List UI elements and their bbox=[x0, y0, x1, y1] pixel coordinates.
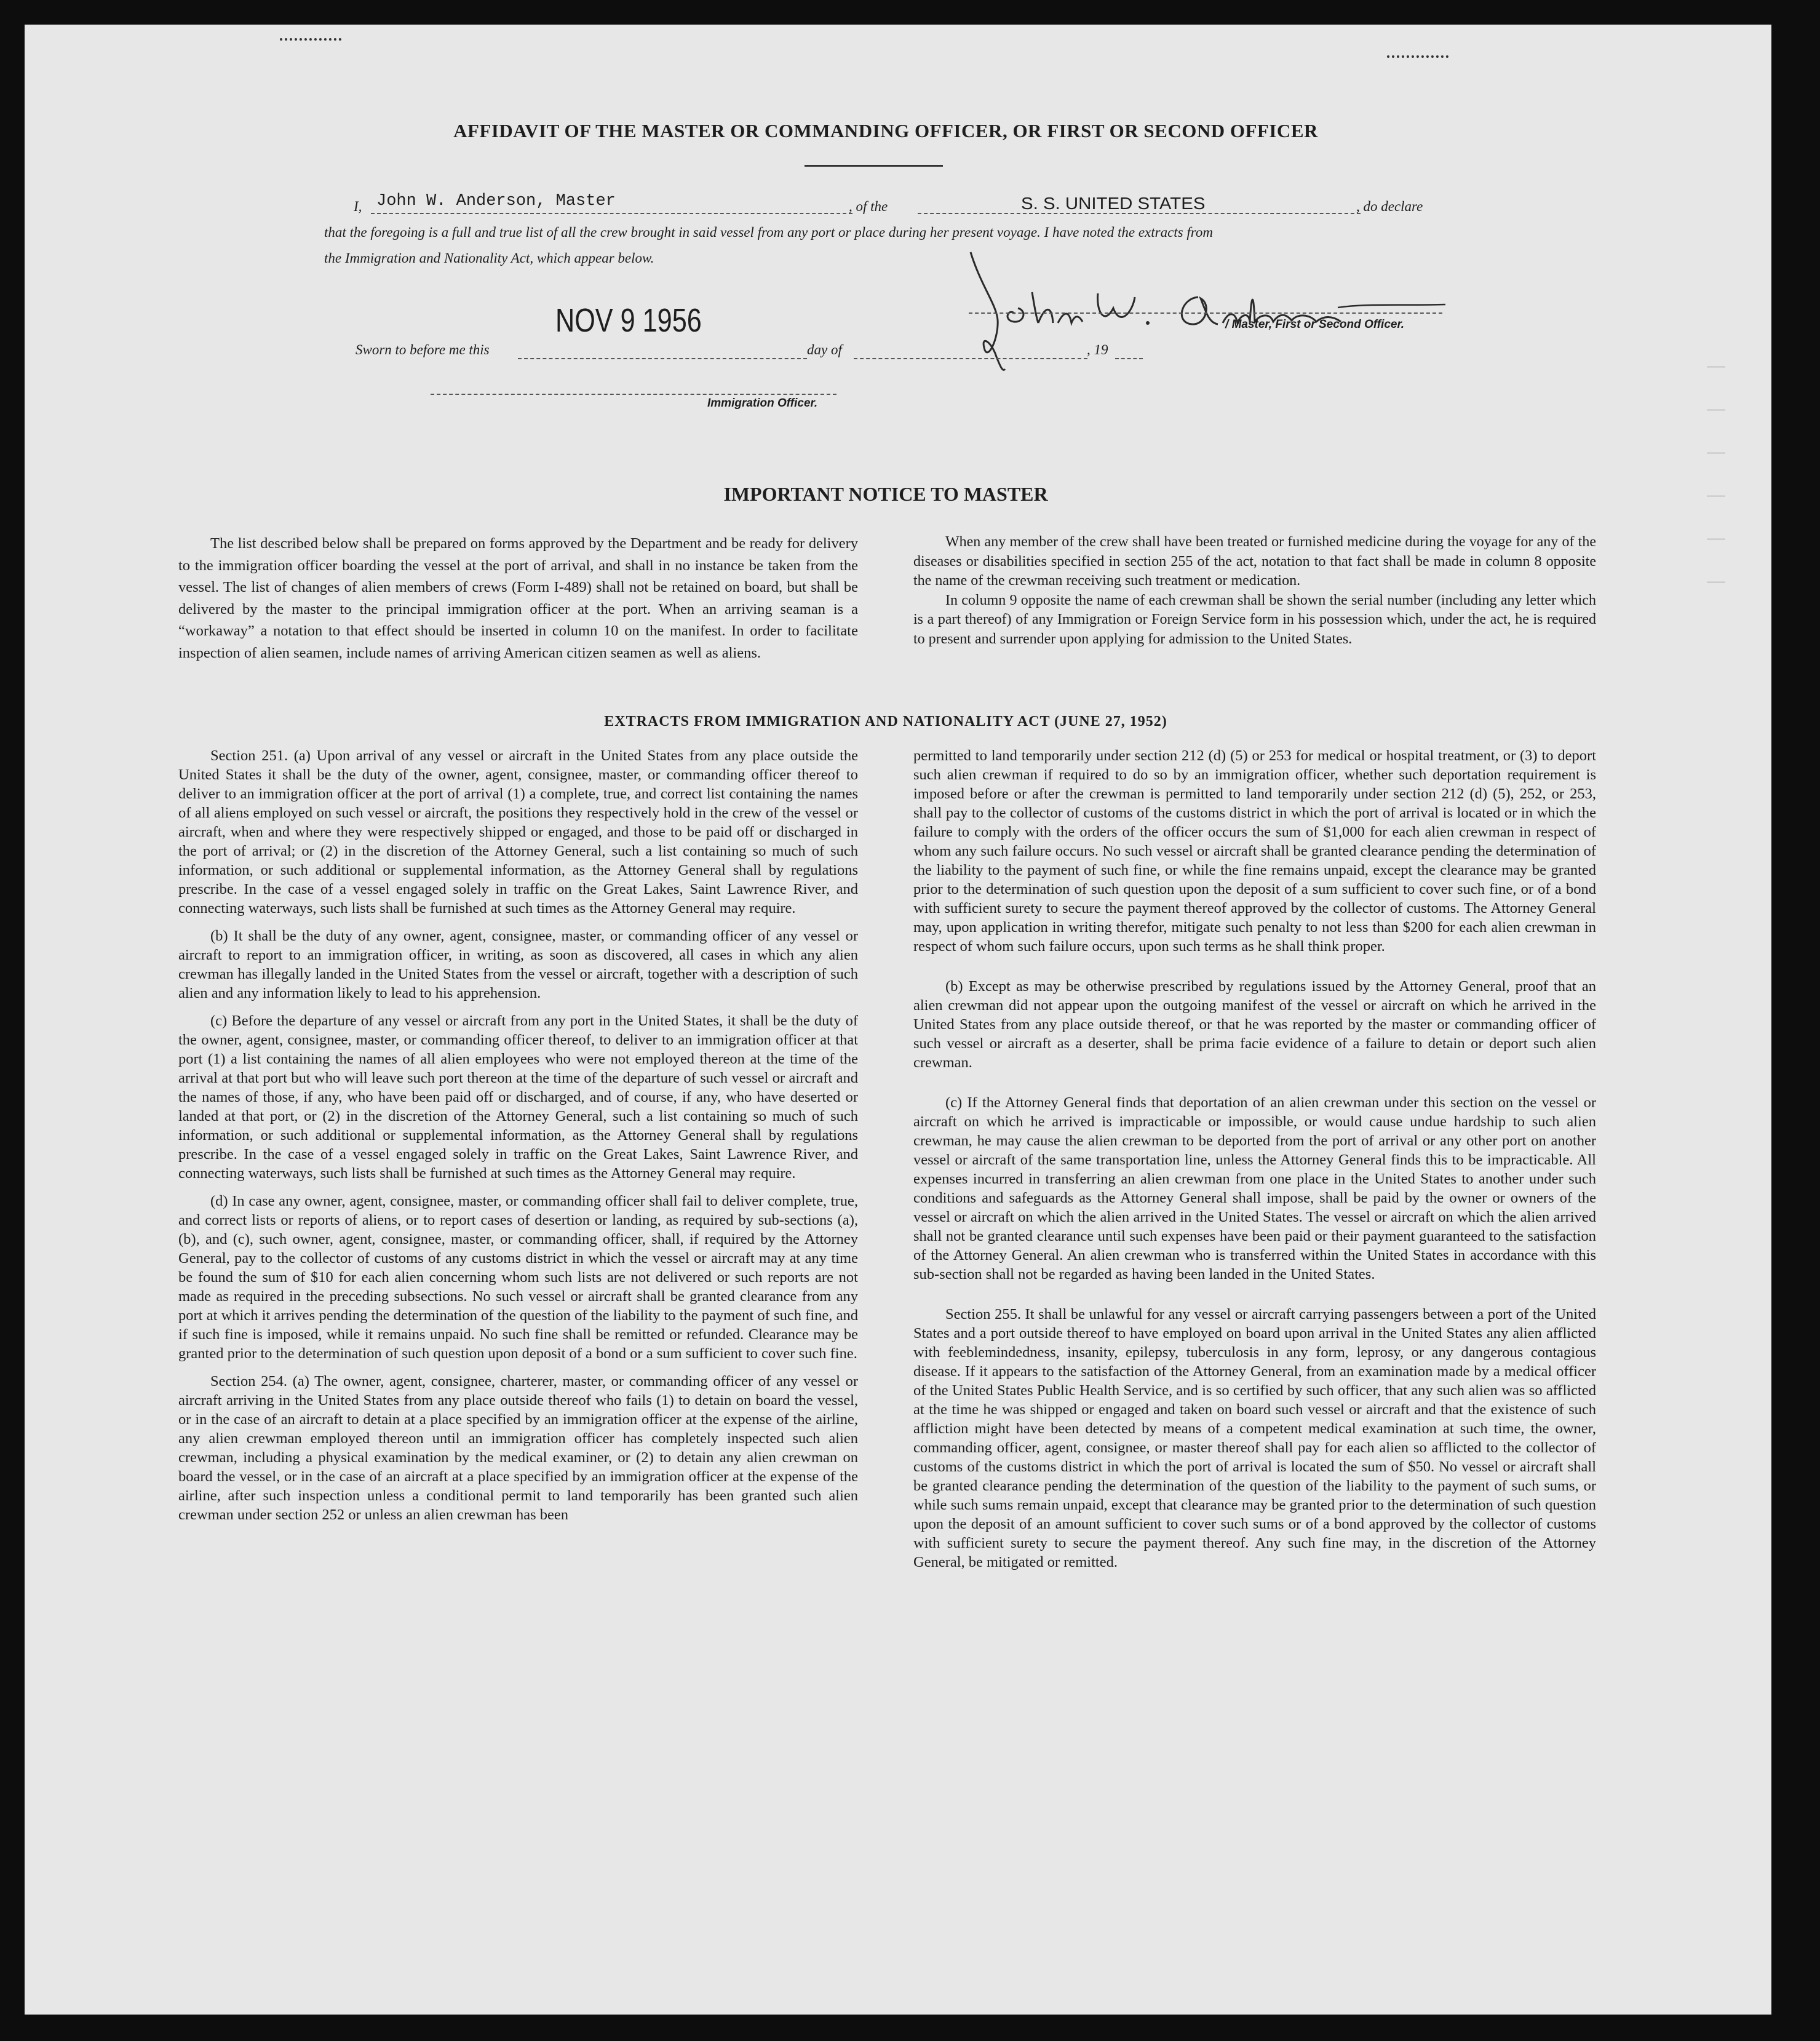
section-251-b: (b) It shall be the duty of any owner, agent, consignee, master, or commanding officer of any vessel or aircraft to report to an immigration officer, in writing, as soon as discovered, all cases in which any alien crewman has illegally landed in the United States from the vessel or aircraft, together with a description of such alien and any information likely to lead to his apprehension. bbox=[178, 928, 858, 1001]
section-254-a-continued: permitted to land temporarily under section 212 (d) (5) or 253 for medical or hospital treatment, or (3) to deport such alien crewman if required to do so by an immigration officer, whether such deportation requirement is imposed before or after the crewman is permitted to land temporarily under section 212 (d) (5), 252, or 253, shall pay to the collector of customs of the customs district in which the port of arrival is located or in which the failure to comply with the orders of the officer occurs the sum of $1,000 for each alien crewman in respect of whom any such failure occurs. No such vessel or aircraft shall be granted clearance pending the determination of the liability to the payment of such fine, or while the fine remains unpaid, except the clearance may be granted prior to the determination of such question upon the deposit of a sum sufficient to cover such fine, or of a bond with sufficient surety to secure the payment thereof approved by the collector of customs. The Attorney General may, upon application in writing therefor, mitigate such penalty to not less than $200 for each alien crewman in respect of whom such failure occurs, upon such terms as he shall think proper. bbox=[913, 747, 1596, 955]
declaration-prefix: I, bbox=[354, 199, 362, 214]
signature-caption: / Master, First or Second Officer. bbox=[1225, 318, 1405, 331]
officer-signature-line bbox=[431, 380, 836, 395]
sworn-label: Sworn to before me this bbox=[356, 342, 490, 357]
affidavit-title: AFFIDAVIT OF THE MASTER OR COMMANDING OFFICER, OR FIRST OR SECOND OFFICER bbox=[453, 120, 1318, 141]
declaration-line-3: the Immigration and Nationality Act, which appear below. bbox=[324, 250, 654, 266]
section-254-a: Section 254. (a) The owner, agent, consignee, charterer, master, or commanding officer of any vessel or aircraft arriving in the United States from any place outside thereof who fails (1) to detain on board the vessel, or in the case of an aircraft to detain at a place specified by an immigration officer at the expense of the airline, any alien crewman employed thereon until an immigration officer has completely inspected such alien crewman, including a physical examination by the medical examiner, or (2) to detain any alien crewman on board the vessel, or in the case of an aircraft at a place specified by an immigration officer at the expense of the airline, after such inspection unless a conditional permit to land temporarily has been granted such alien crewman under section 252 or unless an alien crewman has been bbox=[178, 1373, 858, 1523]
declaration-line-2: that the foregoing is a full and true list of all the crew brought in said vessel from any port or place during her present voyage. I have noted the extracts from bbox=[324, 225, 1213, 240]
extracts-right-column bbox=[913, 746, 1596, 1572]
sworn-month-line bbox=[854, 344, 1087, 359]
vessel-name: S. S. UNITED STATES bbox=[1021, 194, 1206, 213]
section-255: Section 255. It shall be unlawful for any vessel or aircraft carrying passengers between a port of the United States and a port outside thereof to have employed on board upon arrival in the United States any alien afflicted with feeblemindedness, insanity, epilepsy, tuberculosis in any form, leprosy, or any dangerous contagious disease. If it appears to the satisfaction of the Attorney General, from an examination made by a medical officer of the United States Public Health Service, and is so certified by such officer, that any such alien was so afflicted at the time he was shipped or engaged and taken on board such vessel or aircraft and that the existence of such affliction might have been detected by means of a competent medical examination at such time, the owner, commanding officer, agent, consignee, or master thereof shall pay for each alien so afflicted to the collector of customs of the customs district in which the port of arrival is located the sum of $50. No vessel or aircraft shall be granted clearance pending the determination of the question of the liability to the payment of such sums, or while such sums remain unpaid, except that clearance may be granted prior to the determination of such question upon the deposit of an amount sufficient to cover such sums or of a bond approved by the collector of customs with sufficient surety to secure the payment thereof. Any such fine may, in the discretion of the Attorney General, be mitigated or remitted. bbox=[913, 1306, 1596, 1570]
bleed-through-marks: — — — — — — bbox=[1707, 356, 1725, 591]
title-rule bbox=[805, 165, 943, 167]
day-of-label: day of bbox=[807, 342, 842, 357]
extracts-left-column bbox=[178, 746, 858, 1524]
of-the-label: , of the bbox=[849, 199, 888, 214]
section-251-c: (c) Before the departure of any vessel or aircraft from any port in the United States, it shall be the duty of the owner, agent, consignee, master, or commanding officer thereof, to deliver to an immigration officer at that port (1) a list containing the names of all alien employees who were not employed thereon at the time of the arrival at that port but who will leave such port thereon at the time of the departure of such vessel or aircraft and the names of those, if any, who have been paid off or discharged, and of course, if any, who have deserted or landed at that port, or (2) in the discretion of the Attorney General, such a list containing so much of such information, or such additional or supplemental information, as the Attorney General shall by regulations prescribe. In the case of a vessel engaged solely in traffic on the Great Lakes, Saint Lawrence River, and connecting waterways, such lists shall be furnished at such times as the Attorney General may require. bbox=[178, 1013, 858, 1182]
notice-left-column bbox=[178, 533, 858, 664]
section-251-a: Section 251. (a) Upon arrival of any vessel or aircraft in the United States from any place outside the United States it shall be the duty of the owner, agent, consignee, master, or commanding officer thereof to deliver to an immigration officer at the port of arrival (1) a complete, true, and correct list containing the names of all aliens employed on such vessel or aircraft, the positions they respectively hold in the crew of the vessel or aircraft, when and where they were respectively shipped or engaged, and those to be paid off or discharged in the port of arrival; or (2) in the discretion of the Attorney General, such a list containing so much of such information, or such additional or supplemental information, as the Attorney General shall by regulations prescribe. In the case of a vessel engaged solely in traffic on the Great Lakes, Saint Lawrence River, and connecting waterways, such lists shall be furnished at such times as the Attorney General may require. bbox=[178, 747, 858, 917]
corner-marks bbox=[1387, 55, 1448, 60]
do-declare-label: , do declare bbox=[1356, 199, 1423, 214]
notice-right-column bbox=[913, 533, 1596, 649]
extracts-title: EXTRACTS FROM IMMIGRATION AND NATIONALITY ACT (JUNE 27, 1952) bbox=[604, 714, 1167, 730]
notice-left-paragraph: The list described below shall be prepared on forms approved by the Department and be ready for delivery to the immigration officer boarding the vessel at the port of arrival, and shall in no instance be taken from the vessel. The list of changes of alien members of crews (Form I-489) shall not be retained on board, but shall be delivered by the master to the principal immigration officer at the port. When an arriving seaman is a “workaway” a notation to that effect should be inserted in column 10 on the manifest. In order to facilitate inspection of alien seamen, include names of arriving American citizen seamen as well as aliens. bbox=[178, 535, 858, 661]
signature-line bbox=[969, 300, 1442, 314]
master-name: John W. Anderson, Master bbox=[376, 192, 616, 210]
notice-right-paragraph: In column 9 opposite the name of each crewman shall be shown the serial number (including any letter which is a part thereof) of any Immigration or Foreign Service form in his possession which, under the act, he is required to present and surrender upon applying for admission to the United States. bbox=[913, 592, 1596, 647]
year-label: , 19 bbox=[1087, 342, 1108, 357]
date-stamp: NOV 9 1956 bbox=[555, 302, 702, 339]
corner-marks bbox=[280, 38, 341, 43]
officer-caption: Immigration Officer. bbox=[707, 397, 818, 410]
section-251-d: (d) In case any owner, agent, consignee, master, or commanding officer shall fail to deliver complete, true, and correct lists or reports of aliens, or to report cases of desertion or landing, as required by sub-sections (a), (b), and (c), such owner, agent, consignee, master, or commanding officer, shall, if required by the Attorney General, pay to the collector of customs of any customs district in which the vessel or aircraft may at any time be found the sum of $10 for each alien concerning whom such lists are not delivered or such reports are not made as required in the preceding subsections. No such vessel or aircraft shall be granted clearance from any port at which it arrives pending the determination of the question of the liability to the payment of such fine, and if such fine is imposed, while it remains unpaid. No such fine shall be remitted or refunded. Clearance may be granted prior to the determination of such question upon deposit of a bond or a sum sufficient to cover such fine. bbox=[178, 1193, 858, 1362]
section-254-b: (b) Except as may be otherwise prescribed by regulations issued by the Attorney General, proof that an alien crewman did not appear upon the outgoing manifest of the vessel or aircraft on which he arrived in the United States from any place outside thereof, or that he was reported by the master or commanding officer of such vessel or aircraft as a deserter, shall be prima facie evidence of a failure to detain or deport such alien crewman. bbox=[913, 978, 1596, 1071]
section-254-c: (c) If the Attorney General finds that deportation of an alien crewman under this section on the vessel or aircraft on which he arrived is impracticable or impossible, or would cause undue hardship to such alien crewman, he may cause the alien crewman to be deported from the port of arrival or any other port on another vessel or aircraft of the same transportation line, unless the Attorney General finds this to be impracticable. All expenses incurred in transferring an alien crewman from one place in the United States to another under such conditions and safeguards as the Attorney General shall impose, shall be paid by the owner or owners of the vessel or aircraft on which the alien arrived in the United States. The vessel or aircraft on which the alien arrived shall not be granted clearance until such expenses have been paid or their payment guaranteed to the satisfaction of the Attorney General. An alien crewman who is transferred within the United States in accordance with this sub-section shall not be regarded as having been landed in the United States. bbox=[913, 1094, 1596, 1283]
sworn-day-line bbox=[518, 344, 807, 359]
sworn-year-line bbox=[1115, 344, 1143, 359]
notice-right-paragraph: When any member of the crew shall have been treated or furnished medicine during the voyage for any of the diseases or disabilities specified in section 255 of the act, notation to that fact shall be made in column 8 opposite the name of the crewman receiving such treatment or medication. bbox=[913, 534, 1596, 589]
notice-title: IMPORTANT NOTICE TO MASTER bbox=[723, 483, 1048, 505]
